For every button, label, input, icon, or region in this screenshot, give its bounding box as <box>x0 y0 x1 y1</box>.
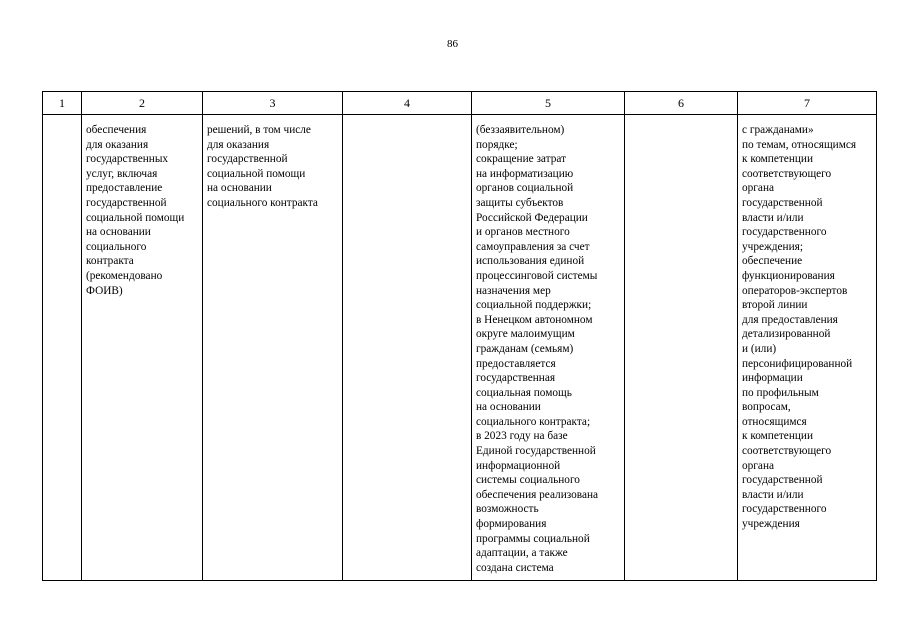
table-header-row <box>43 92 877 115</box>
column-header-1: 1 <box>43 92 82 115</box>
column-header-6: 6 <box>625 92 738 115</box>
table-cell-col-5 <box>472 115 625 581</box>
cell-text: обеспечения для оказания государственных услуг, включая предоставление государственной социальной помощи на основании социального контракта (рекомендовано ФОИВ) <box>86 124 185 297</box>
table-cell-col-7 <box>738 115 877 581</box>
column-header-2: 2 <box>82 92 203 115</box>
column-header-5: 5 <box>472 92 625 115</box>
table-cell-col-6 <box>625 115 738 581</box>
table-cell-col-2 <box>82 115 203 581</box>
cell-text: решений, в том числе для оказания государственной социальной помощи на основании социального контракта <box>207 124 318 209</box>
cell-text <box>343 115 471 123</box>
cell-text: (беззаявительном) порядке; сокращение затрат на информатизацию органов социальной защиты субъектов Российской Федерации и органов местного самоуправления за счет использования единой процессинговой системы назначения мер социальной поддержки; в Ненецком автономном округе малоимущим гражданам (семьям) предоставляется государственная социальная помощь на основании социального контракта; в 2023 году на базе Единой государственной информационной системы социального обеспечения реализована возможность формирования программы социальной адаптации, а также создана система <box>476 124 599 574</box>
column-header-7: 7 <box>738 92 877 115</box>
table-row <box>43 115 877 581</box>
column-header-4: 4 <box>343 92 472 115</box>
cell-text <box>625 115 737 123</box>
page-number: 86 <box>447 38 458 50</box>
cell-text <box>43 115 81 123</box>
cell-text: с гражданами» по темам, относящимся к компетенции соответствующего органа государственной власти и/или государственного учреждения; обеспечение функционирования операторов-экспертов второй линии для предоставления детализированной и (или) персонифицированной информации по профильным вопросам, относящимся к компетенции соответствующего органа государственной власти и/или государственного учреждения <box>742 124 857 531</box>
table-cell-col-3 <box>203 115 343 581</box>
table-cell-col-4 <box>343 115 472 581</box>
document-table <box>42 91 877 581</box>
table-cell-col-1 <box>43 115 82 581</box>
column-header-3: 3 <box>203 92 343 115</box>
